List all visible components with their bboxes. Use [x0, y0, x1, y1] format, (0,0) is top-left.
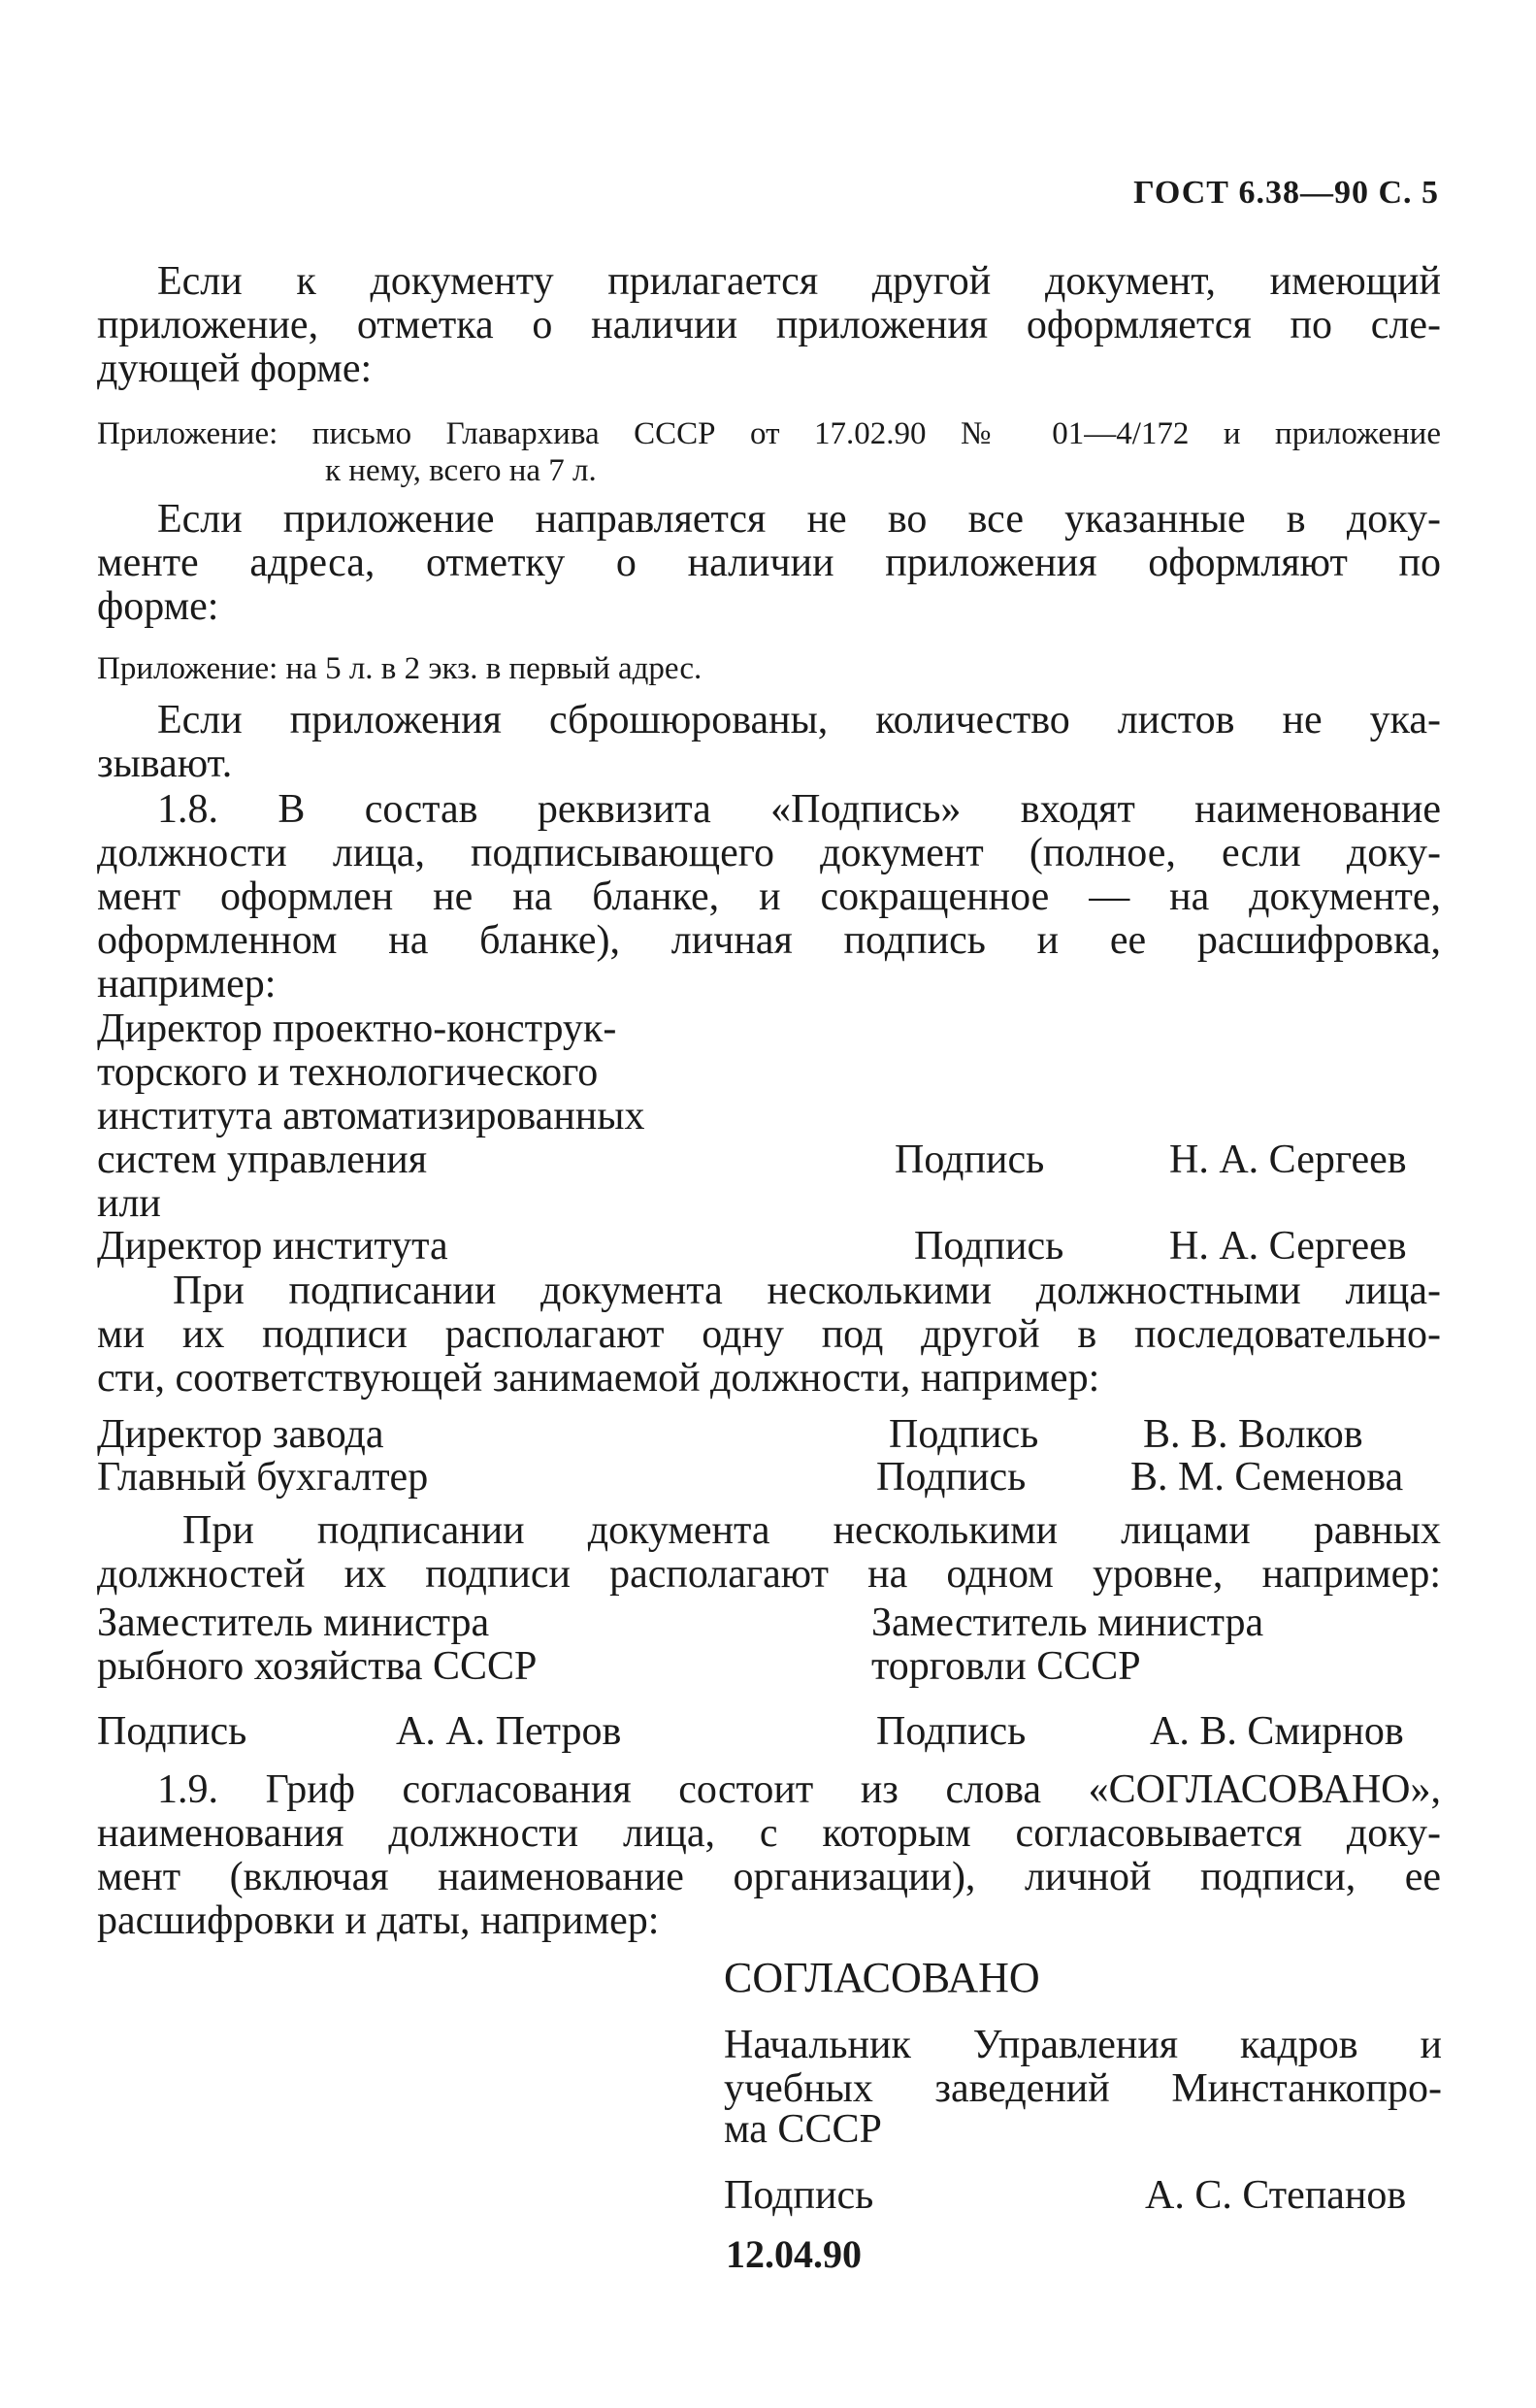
text-line: форме:	[97, 584, 219, 629]
text-line: Приложение: письмо Главархива СССР от 17.02.90 № 01—4/172 и приложение	[97, 416, 1441, 451]
position-title-line: Заместитель министра	[871, 1600, 1264, 1645]
signature-label: Подпись	[914, 1224, 1064, 1269]
position-title-line: института автоматизированных	[97, 1094, 645, 1138]
example-attachment-first-address	[97, 650, 1441, 687]
signatory-name: А. С. Степанов	[1145, 2173, 1407, 2218]
text-line: мент (включая наименование организации), личной подписи, ее	[97, 1855, 1441, 1899]
signature-label: Подпись	[876, 1709, 1027, 1754]
text-line: дующей форме:	[97, 346, 373, 391]
signature-label: Подпись	[876, 1455, 1027, 1500]
paragraph-attachment-intro	[97, 260, 1441, 391]
text-line: зывают.	[97, 742, 233, 786]
signatory-name: Н. А. Сергеев	[1169, 1224, 1407, 1269]
paragraph-equal-positions	[97, 1509, 1441, 1597]
position-title-line: систем управления	[97, 1138, 428, 1182]
text-line: например:	[97, 962, 277, 1006]
text-line: ми их подписи располагают одну под другой в последовательно-	[97, 1312, 1441, 1357]
paragraph-1-9	[97, 1768, 1441, 1943]
text-line: сти, соответствующей занимаемой должности, например:	[97, 1356, 1100, 1401]
text-line: При подписании документа несколькими лицами равных	[182, 1508, 1441, 1553]
position-title-line: учебных заведений Минстанкопро-	[724, 2066, 1442, 2111]
text-line: к нему, всего на 7 л.	[325, 453, 597, 488]
approval-heading: СОГЛАСОВАНО	[724, 1954, 1040, 2001]
text-line: мент оформлен не на бланке, и сокращенное — на документе,	[97, 874, 1441, 919]
position-title-line: Начальник Управления кадров и	[724, 2023, 1442, 2067]
approval-date: 12.04.90	[726, 2232, 862, 2276]
text-line: оформленном на бланке), личная подпись и ее расшифровка,	[97, 918, 1441, 963]
text-line: Приложение: на 5 л. в 2 экз. в первый адрес.	[97, 651, 703, 686]
text-line: Если приложения сброшюрованы, количество листов не ука-	[157, 698, 1441, 742]
text-line: должностей их подписи располагают на одном уровне, например:	[97, 1552, 1441, 1597]
signature-label: Подпись	[97, 1709, 247, 1754]
text-line: 1.8. В состав реквизита «Подпись» входят наименование	[157, 787, 1441, 832]
signature-label: Подпись	[889, 1412, 1039, 1457]
text-line: 1.9. Гриф согласования состоит из слова «СОГЛАСОВАНО»,	[157, 1767, 1441, 1812]
paragraph-1-8	[97, 788, 1441, 1006]
paragraph-brochured	[97, 699, 1441, 786]
position-title-line: Директор проектно-конструк-	[97, 1006, 617, 1051]
position-title-line: Заместитель министра	[97, 1600, 490, 1645]
signatory-name: В. В. Волков	[1143, 1412, 1363, 1457]
position-title: Директор завода	[97, 1412, 384, 1457]
signatory-name: А. В. Смирнов	[1150, 1709, 1404, 1754]
text-line: должности лица, подписывающего документ (полное, если доку-	[97, 831, 1441, 875]
signatory-name: А. А. Петров	[396, 1709, 622, 1754]
position-title-line: торговли СССР	[871, 1644, 1141, 1689]
text-line: приложение, отметка о наличии приложения оформляется по сле-	[97, 303, 1441, 347]
text-line: расшифровки и даты, например:	[97, 1898, 660, 1943]
signature-label: Подпись	[724, 2173, 874, 2218]
text-line: наименования должности лица, с которым согласовывается доку-	[97, 1811, 1441, 1856]
position-title-line: торского и технологического	[97, 1050, 599, 1095]
example-attachment-note	[97, 415, 1441, 489]
text-line: Если приложение направляется не во все указанные в доку-	[157, 497, 1441, 542]
position-title: Главный бухгалтер	[97, 1455, 429, 1500]
text-line: При подписании документа несколькими должностными лица-	[173, 1269, 1441, 1313]
position-title-line: ма СССР	[724, 2107, 882, 2152]
signature-label: Подпись	[895, 1138, 1045, 1182]
or-word: или	[97, 1181, 161, 1226]
position-title: Директор института	[97, 1224, 448, 1269]
page-header: ГОСТ 6.38—90 С. 5	[1133, 175, 1439, 211]
signatory-name: Н. А. Сергеев	[1169, 1138, 1407, 1182]
signatory-name: В. М. Семенова	[1130, 1455, 1404, 1500]
text-line: Если к документу прилагается другой документ, имеющий	[157, 259, 1441, 304]
text-line: менте адреса, отметку о наличии приложения оформляют по	[97, 541, 1441, 585]
paragraph-multiple-signatories	[97, 1270, 1441, 1401]
position-title-line: рыбного хозяйства СССР	[97, 1644, 538, 1689]
paragraph-partial-addresses	[97, 498, 1441, 629]
